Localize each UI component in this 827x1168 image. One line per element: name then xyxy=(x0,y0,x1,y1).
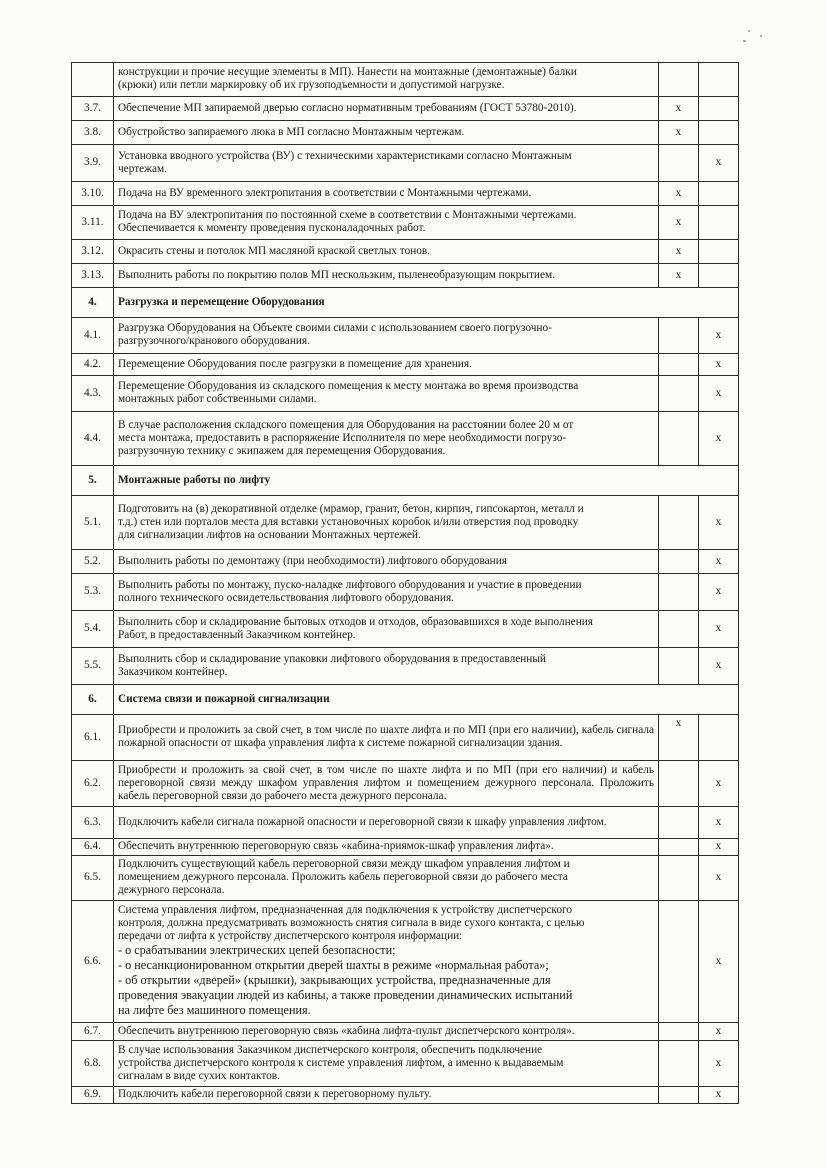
row-number: 6.9. xyxy=(72,1087,114,1104)
table-row xyxy=(72,264,739,288)
row-number: 5.4. xyxy=(72,611,114,648)
table-row xyxy=(72,412,739,466)
mark-col-b: х xyxy=(699,354,739,376)
mark-col-b xyxy=(699,264,739,288)
row-text-list: - о срабатывании электрических цепей безопасности; - о несанкционированном открытии дверей шахты в режиме «нормальная работа»; - об открытии «дверей» (крышки), закрывающих устройства, предназначенные для проведения эвакуации людей из кабины, а также проведении динамических испытаний на лифте без машинного помещения. xyxy=(118,943,573,1017)
mark-col-b: х xyxy=(699,856,739,901)
row-text: Выполнить сбор и складирование бытовых отходов и отходов, образовавшихся в ходе выполнения Работ, в предоставленный Заказчиком контейнер. xyxy=(114,611,659,648)
table-row xyxy=(72,97,739,121)
table-row xyxy=(72,145,739,182)
mark-col-b: х xyxy=(699,761,739,807)
row-number: 5.5. xyxy=(72,648,114,685)
table-row xyxy=(72,611,739,648)
mark-col-b: х xyxy=(699,839,739,856)
mark-col-b: х xyxy=(699,412,739,466)
table-row xyxy=(72,1041,739,1087)
mark-col-a: х xyxy=(659,206,699,240)
table-row xyxy=(72,354,739,376)
row-text: Выполнить работы по монтажу, пуско-наладке лифтового оборудования и участие в проведении полного технического освидетельствования лифтового оборудования. xyxy=(114,574,659,611)
row-number: 3.13. xyxy=(72,264,114,288)
row-text: Обустройство запираемого люка в МП согласно Монтажным чертежам. xyxy=(114,121,659,145)
row-text: Обеспечить внутреннюю переговорную связь «кабина лифта-пульт диспетчерского контроля». xyxy=(114,1023,659,1041)
row-text: Подготовить на (в) декоративной отделке (мрамор, гранит, бетон, кирпич, гипсокартон, металл и т.д.) стен или порталов места для вставки установочных коробок и/или отверстия под проводку для сигнализации лифтов на основании Монтажных чертежей. xyxy=(114,496,659,550)
mark-col-a xyxy=(659,1041,699,1087)
row-number: 5.3. xyxy=(72,574,114,611)
mark-col-b: х xyxy=(699,901,739,1023)
table-row xyxy=(72,63,739,97)
mark-col-b: х xyxy=(699,648,739,685)
mark-col-b: х xyxy=(699,807,739,839)
row-text: Система управления лифтом, предназначенная для подключения к устройству диспетчерского контроля, должна предусматривать возможность снятия сигнала в виде сухого контакта, с целью передачи от лифта к устройству диспетчерского контроля информации: xyxy=(118,904,585,942)
row-number: 6.1. xyxy=(72,715,114,761)
row-text: Приобрести и проложить за свой счет, в том числе по шахте лифта и по МП (при его наличии), кабель сигнала пожарной опасности от шкафа управления лифта к системе пожарной сигнализации здания. xyxy=(114,715,659,761)
mark-col-a xyxy=(659,496,699,550)
table-row xyxy=(72,550,739,574)
section-number: 5. xyxy=(72,466,114,496)
row-text: В случае использования Заказчиком диспетчерского контроля, обеспечить подключение устройства диспетчерского контроля к системе управления лифтом, а именно к выдаваемым сигналам в виде сухих контактов. xyxy=(114,1041,659,1087)
mark-col-b: х xyxy=(699,376,739,412)
mark-col-b: х xyxy=(699,145,739,182)
section-header-row xyxy=(72,685,739,715)
row-text: Выполнить сбор и складирование упаковки лифтового оборудования в предоставленный Заказчиком контейнер. xyxy=(114,648,659,685)
section-title: Монтажные работы по лифту xyxy=(114,466,739,496)
row-number: 6.3. xyxy=(72,807,114,839)
row-text: Подача на ВУ временного электропитания в соответствии с Монтажными чертежами. xyxy=(114,182,659,206)
mark-col-b: х xyxy=(699,318,739,354)
row-text: Подача на ВУ электропитания по постоянной схеме в соответствии с Монтажными чертежами. Обеспечивается к моменту проведения пусконаладочных работ. xyxy=(114,206,659,240)
mark-col-a xyxy=(659,761,699,807)
mark-col-a xyxy=(659,856,699,901)
section-number: 6. xyxy=(72,685,114,715)
mark-col-b xyxy=(699,121,739,145)
row-number: 4.2. xyxy=(72,354,114,376)
row-text: Подключить кабели переговорной связи к переговорному пульту. xyxy=(114,1087,659,1104)
row-number: 5.1. xyxy=(72,496,114,550)
row-number: 3.9. xyxy=(72,145,114,182)
mark-col-a xyxy=(659,1023,699,1041)
section-header-row xyxy=(72,466,739,496)
row-text: Обеспечить внутреннюю переговорную связь «кабина-приямок-шкаф управления лифта». xyxy=(114,839,659,856)
table-row xyxy=(72,206,739,240)
table-row xyxy=(72,496,739,550)
row-number: 3.12. xyxy=(72,240,114,264)
row-text: Приобрести и проложить за свой счет, в том числе по шахте лифта и по МП (при его наличии) и кабель переговорной связи между шкафом управления лифтом и помещением дежурного персонала. Проложить кабель переговорной связи до рабочего места дежурного персонала. xyxy=(114,761,659,807)
mark-col-a: х xyxy=(659,240,699,264)
scan-speck xyxy=(743,40,746,42)
row-text-block xyxy=(114,901,659,1023)
row-text: Подключить кабели сигнала пожарной опасности и переговорной связи к шкафу управления лифтом. xyxy=(114,807,659,839)
row-text: Установка вводного устройства (ВУ) с техническими характеристиками согласно Монтажным чертежам. xyxy=(114,145,659,182)
row-number: 3.7. xyxy=(72,97,114,121)
mark-col-a xyxy=(659,376,699,412)
mark-col-b xyxy=(699,97,739,121)
row-number: 4.4. xyxy=(72,412,114,466)
row-text: Выполнить работы по демонтажу (при необходимости) лифтового оборудования xyxy=(114,550,659,574)
section-number: 4. xyxy=(72,288,114,318)
row-number: 6.8. xyxy=(72,1041,114,1087)
table-row xyxy=(72,648,739,685)
mark-col-a: х xyxy=(659,97,699,121)
table-row xyxy=(72,1087,739,1104)
row-number: 3.10. xyxy=(72,182,114,206)
mark-col-a xyxy=(659,550,699,574)
row-text: Обеспечение МП запираемой дверью согласно нормативным требованиям (ГОСТ 53780-2010). xyxy=(114,97,659,121)
mark-col-a xyxy=(659,839,699,856)
row-number: 6.4. xyxy=(72,839,114,856)
table-row xyxy=(72,715,739,761)
table-row xyxy=(72,182,739,206)
mark-col-a xyxy=(659,807,699,839)
row-text: Выполнить работы по покрытию полов МП нескользким, пыленеобразующим покрытием. xyxy=(114,264,659,288)
table-row xyxy=(72,240,739,264)
mark-col-b xyxy=(699,206,739,240)
mark-col-b: х xyxy=(699,1023,739,1041)
mark-col-b xyxy=(699,63,739,97)
section-title: Система связи и пожарной сигнализации xyxy=(114,685,739,715)
mark-col-a xyxy=(659,318,699,354)
mark-col-a xyxy=(659,648,699,685)
scan-speck xyxy=(760,35,762,37)
table-row xyxy=(72,574,739,611)
row-number: 4.1. xyxy=(72,318,114,354)
mark-col-a xyxy=(659,63,699,97)
mark-col-b xyxy=(699,240,739,264)
mark-col-b xyxy=(699,182,739,206)
table-row xyxy=(72,856,739,901)
mark-col-b xyxy=(699,715,739,761)
mark-col-b: х xyxy=(699,1041,739,1087)
mark-col-a xyxy=(659,574,699,611)
mark-col-b: х xyxy=(699,574,739,611)
row-number: 5.2. xyxy=(72,550,114,574)
mark-col-a xyxy=(659,611,699,648)
table-row xyxy=(72,901,739,1023)
mark-col-a: х xyxy=(659,121,699,145)
row-text: Перемещение Оборудования после разгрузки в помещение для хранения. xyxy=(114,354,659,376)
row-number: 3.11. xyxy=(72,206,114,240)
row-number: 6.5. xyxy=(72,856,114,901)
table-row xyxy=(72,807,739,839)
mark-col-a xyxy=(659,145,699,182)
scan-speck xyxy=(748,30,750,32)
row-text: Подключить существующий кабель переговорной связи между шкафом управления лифтом и помещением дежурного персонала. Проложить кабель переговорной связи до рабочего места дежурного персонала. xyxy=(114,856,659,901)
row-text: Перемещение Оборудования из складского помещения к месту монтажа во время производства монтажных работ собственными силами. xyxy=(114,376,659,412)
row-number: 6.6. xyxy=(72,901,114,1023)
table-row xyxy=(72,376,739,412)
requirements-table xyxy=(71,62,739,1104)
table-row xyxy=(72,121,739,145)
row-number: 4.3. xyxy=(72,376,114,412)
row-number: 6.2. xyxy=(72,761,114,807)
mark-col-a xyxy=(659,901,699,1023)
table-row xyxy=(72,1023,739,1041)
mark-col-b: х xyxy=(699,550,739,574)
row-number: 3.8. xyxy=(72,121,114,145)
table-row xyxy=(72,318,739,354)
row-text: Разгрузка Оборудования на Объекте своими силами с использованием своего погрузочно- разгрузочного/кранового оборудования. xyxy=(114,318,659,354)
mark-col-a xyxy=(659,354,699,376)
row-text: Окрасить стены и потолок МП масляной краской светлых тонов. xyxy=(114,240,659,264)
mark-col-a xyxy=(659,1087,699,1104)
mark-col-b: х xyxy=(699,1087,739,1104)
mark-col-a: х xyxy=(659,715,699,761)
row-text: конструкции и прочие несущие элементы в МП). Нанести на монтажные (демонтажные) балки (крюки) или петли маркировку об их грузоподъемности и допустимой нагрузке. xyxy=(114,63,659,97)
requirements-table-page xyxy=(71,62,738,1104)
mark-col-b: х xyxy=(699,611,739,648)
section-title: Разгрузка и перемещение Оборудования xyxy=(114,288,739,318)
table-row xyxy=(72,761,739,807)
row-text: В случае расположения складского помещения для Оборудования на расстоянии более 20 м от места монтажа, предоставить в распоряжение Исполнителя по мере необходимости погрузо- разгрузочную технику с экипажем для перемещения Оборудования. xyxy=(114,412,659,466)
mark-col-a: х xyxy=(659,264,699,288)
table-row xyxy=(72,839,739,856)
mark-col-a xyxy=(659,412,699,466)
mark-col-b: х xyxy=(699,496,739,550)
mark-col-a: х xyxy=(659,182,699,206)
row-number: 6.7. xyxy=(72,1023,114,1041)
row-number xyxy=(72,63,114,97)
section-header-row xyxy=(72,288,739,318)
